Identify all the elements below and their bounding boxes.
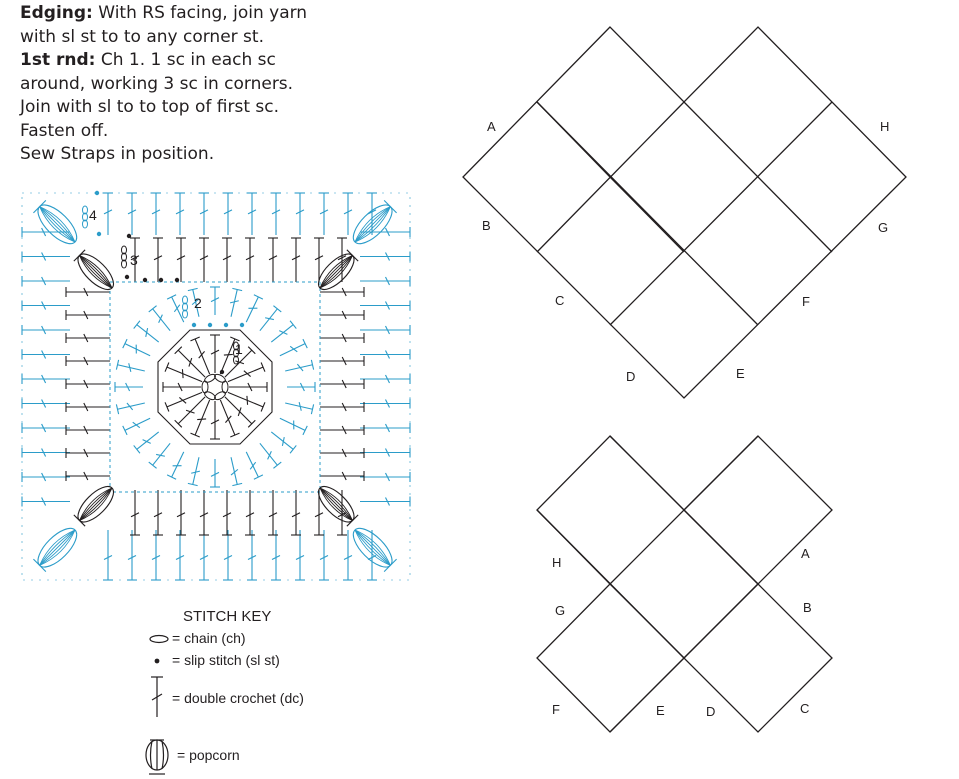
popcorn-stitch bbox=[347, 199, 398, 250]
dc-stitch-top bbox=[134, 321, 140, 329]
dc-stitch-cross bbox=[186, 410, 194, 413]
label-c: C bbox=[800, 701, 810, 716]
popcorn-part bbox=[40, 207, 75, 242]
slip-stitch-dot bbox=[175, 278, 179, 282]
dc-stitch bbox=[193, 457, 199, 484]
label-b: B bbox=[803, 600, 812, 615]
slip-stitch-dot bbox=[240, 323, 244, 327]
dc-stitch-top bbox=[123, 426, 127, 435]
popcorn-part bbox=[79, 255, 112, 288]
round-label: 1st rnd: bbox=[20, 50, 96, 70]
bottom-outline bbox=[537, 436, 832, 732]
slip-stitch-dot bbox=[143, 278, 147, 282]
round-label-4: 4 bbox=[89, 207, 97, 223]
dc-stitch bbox=[271, 432, 293, 449]
slip-stitch-dot bbox=[208, 323, 212, 327]
fasten-off-text: Fasten off. bbox=[20, 120, 109, 141]
dc-stitch bbox=[125, 418, 150, 430]
dc-stitch bbox=[231, 290, 237, 317]
dc-stitch bbox=[118, 365, 145, 371]
slip-stitch-dot bbox=[220, 370, 224, 374]
stitch-key-title: STITCH KEY bbox=[183, 608, 272, 625]
label-h: H bbox=[880, 119, 890, 134]
top-grid-line bbox=[537, 102, 610, 177]
top-outline bbox=[463, 27, 906, 398]
popcorn-part bbox=[320, 255, 353, 288]
assembly-diagram-bottom bbox=[537, 436, 832, 732]
popcorn-stitch bbox=[32, 522, 83, 573]
dc-stitch-cross bbox=[182, 369, 183, 378]
label-a: A bbox=[487, 119, 496, 134]
dc-stitch-cross bbox=[224, 354, 233, 355]
slip-stitch-dot bbox=[192, 323, 196, 327]
dc-stitch-cross bbox=[268, 451, 272, 459]
stitch-key-icons bbox=[146, 636, 168, 775]
popcorn-icon bbox=[146, 740, 168, 774]
label-d: D bbox=[626, 369, 636, 384]
dc-stitch-top bbox=[134, 445, 140, 453]
popcorn-part bbox=[355, 530, 390, 565]
dc-stitch-cross bbox=[133, 422, 140, 427]
round-label-2: 2 bbox=[194, 295, 202, 311]
label-f: F bbox=[802, 294, 810, 309]
dc-stitch-cross bbox=[290, 346, 297, 351]
center-chain bbox=[203, 390, 216, 401]
dc-stitch bbox=[246, 452, 258, 477]
dc-stitch-top bbox=[149, 462, 157, 468]
label-c: C bbox=[555, 293, 565, 308]
dc-stitch-top bbox=[290, 321, 296, 329]
top-grid-line bbox=[610, 177, 684, 252]
dc-stitch-top bbox=[290, 445, 296, 453]
dc-stitch-top bbox=[123, 339, 127, 348]
label-h: H bbox=[552, 555, 562, 570]
popcorn-part bbox=[40, 530, 75, 565]
center-chain bbox=[213, 373, 226, 384]
label-a: A bbox=[801, 546, 810, 561]
dc-stitch bbox=[172, 297, 184, 322]
sew-straps-text: Sew Straps in position. bbox=[20, 144, 215, 164]
stitch-key-chain: = chain (ch) bbox=[172, 630, 246, 646]
slip-stitch-dot bbox=[97, 232, 101, 236]
popcorn-stitch bbox=[72, 481, 119, 528]
dc-stitch-cross bbox=[189, 358, 192, 366]
edging-text: With RS facing, join yarn with sl st to to any corner st. bbox=[20, 3, 308, 47]
dc-stitch bbox=[137, 325, 159, 342]
label-g: G bbox=[555, 603, 566, 618]
dc-stitch-top bbox=[167, 295, 176, 299]
round-label-3: 3 bbox=[130, 252, 138, 268]
popcorn-part bbox=[320, 488, 353, 521]
dc-stitch bbox=[260, 443, 277, 465]
dc-stitch-top bbox=[254, 475, 263, 479]
dc-stitch bbox=[172, 452, 184, 477]
stitch-key-popcorn: = popcorn bbox=[177, 747, 240, 763]
label-e: E bbox=[656, 703, 665, 718]
dc-stitch-cross bbox=[179, 397, 186, 403]
dc-stitch bbox=[137, 432, 159, 449]
dc-stitch-top bbox=[303, 339, 307, 348]
stitch-key-slip-stitch: = slip stitch (sl st) bbox=[172, 652, 280, 668]
round-label-1: 1 bbox=[235, 341, 243, 357]
slip-stitch-dot bbox=[224, 323, 228, 327]
slip-stitch-dot bbox=[127, 234, 131, 238]
popcorn-stitch bbox=[72, 248, 119, 295]
dc-stitch-cross bbox=[197, 419, 206, 420]
dc-stitch bbox=[153, 309, 170, 331]
label-f: F bbox=[552, 702, 560, 717]
slip-stitch-icon bbox=[155, 659, 160, 664]
dc-stitch bbox=[260, 309, 277, 331]
dc-stitch-cross bbox=[225, 416, 231, 423]
dc-stitch-cross bbox=[247, 396, 248, 405]
label-e: E bbox=[736, 366, 745, 381]
label-g: G bbox=[878, 220, 889, 235]
stitch-key-double-crochet: = double crochet (dc) bbox=[172, 690, 304, 706]
dc-stitch bbox=[153, 443, 170, 465]
dc-stitch bbox=[280, 418, 305, 430]
dc-stitch-top bbox=[303, 426, 307, 435]
dc-stitch bbox=[246, 297, 258, 322]
round-text: Ch 1. 1 sc in each sc around, working 3 sc in corners. Join with sl to to top of first sc. bbox=[20, 50, 294, 117]
dc-stitch bbox=[285, 403, 312, 409]
dc-stitch-top bbox=[273, 462, 281, 468]
slip-stitch-dot bbox=[125, 275, 129, 279]
dc-stitch bbox=[280, 344, 305, 356]
center-chain bbox=[203, 373, 216, 384]
dc-stitch-cross bbox=[159, 315, 163, 323]
dc-stitch-top bbox=[254, 295, 263, 299]
top-grid-line bbox=[610, 102, 832, 325]
crochet-chart bbox=[22, 191, 410, 580]
assembly-diagram-top bbox=[463, 27, 906, 398]
dc-stitch-cross bbox=[143, 440, 151, 444]
edging-label: Edging: bbox=[20, 3, 93, 23]
dc-stitch-cross bbox=[235, 361, 243, 364]
double-crochet-icon bbox=[151, 677, 163, 717]
popcorn-stitch bbox=[313, 481, 360, 528]
dc-stitch-cross bbox=[244, 371, 251, 377]
label-d: D bbox=[706, 704, 716, 719]
dc-stitch-cross bbox=[279, 331, 287, 335]
popcorn-part bbox=[79, 488, 112, 521]
chain-icon bbox=[150, 636, 168, 643]
dc-stitch-top bbox=[167, 475, 176, 479]
popcorn-stitch bbox=[32, 199, 83, 250]
label-b: B bbox=[482, 218, 491, 233]
dc-stitch-cross bbox=[238, 407, 241, 415]
dc-stitch-top bbox=[273, 306, 281, 312]
dc-stitch bbox=[271, 325, 293, 342]
dc-stitch-cross bbox=[250, 462, 255, 469]
popcorn-stitch bbox=[313, 248, 360, 295]
popcorn-stitch bbox=[347, 522, 398, 573]
dc-stitch-cross bbox=[174, 305, 179, 312]
dc-stitch-top bbox=[149, 306, 157, 312]
assembly-labels-bottom bbox=[552, 546, 812, 719]
slip-stitch-dot bbox=[159, 278, 163, 282]
slip-stitch-dot bbox=[95, 191, 99, 195]
dc-stitch bbox=[125, 344, 150, 356]
center-chain bbox=[213, 390, 226, 401]
dc-stitch-cross bbox=[199, 351, 205, 358]
